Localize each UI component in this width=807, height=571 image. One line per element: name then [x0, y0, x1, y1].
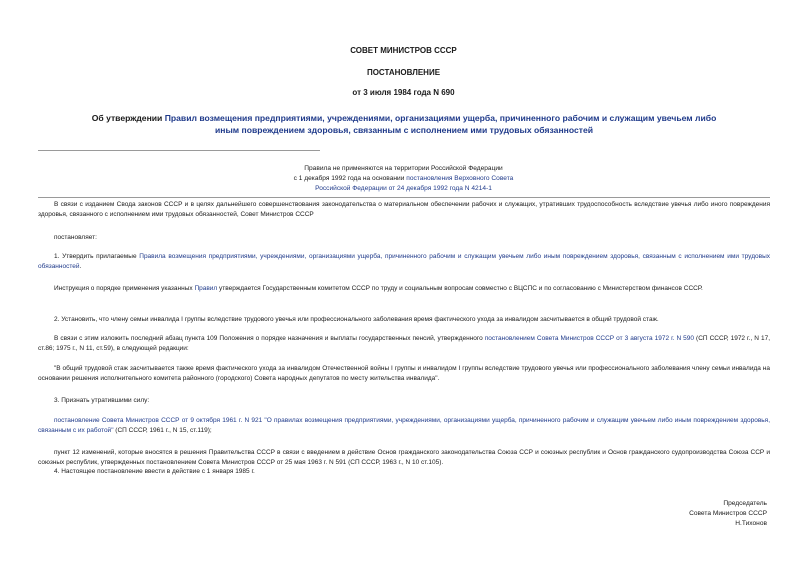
- note-line-1: Правила не применяются на территории Российской Федерации: [304, 165, 503, 172]
- document-title: [90, 112, 718, 136]
- paragraph-preamble: В связи с изданием Свода законов СССР и в целях дальнейшего совершенствования законодательства о материальном обеспечении рабочих и служащих, утративших трудоспособность вследствие увечья либо иного повреждения здоровья, связанного с исполнением ими трудовых обязанностей, Совет Министров СССР: [38, 201, 770, 218]
- paragraph-item-2: 2. Установить, что члену семьи инвалида I группы вследствие трудового увечья или профессионального заболевания время фактического ухода за инвалидом засчитывается в общий трудовой стаж.: [54, 316, 659, 323]
- title-prefix: Об утверждении: [91, 113, 165, 123]
- signature-block: [689, 499, 767, 529]
- resolution-921-link[interactable]: постановление Совета Министров СССР от 9 октября 1961 г. N 921 "О правилах возмещения предприятиями, учреждениями, организациями ущерба, причиненного рабочим и служащим увечьем либо иным повреждением здоровья, связанным с их работой": [38, 417, 770, 434]
- paragraph-item-1: [38, 252, 770, 271]
- paragraph-item-4: 4. Настоящее постановление ввести в действие с 1 января 1985 г.: [54, 468, 255, 475]
- resolution-590-link[interactable]: постановлением Совета Министров СССР от 3 августа 1972 г. N 590: [484, 335, 695, 342]
- rules-link[interactable]: Правила возмещения предприятиями, учреждениями, организациями ущерба, причиненного рабочим и служащим увечьем либо иным повреждением здоровья, связанным с исполнением ими трудовых обязанностей: [38, 253, 770, 270]
- rules-short-link[interactable]: Правил: [194, 285, 218, 292]
- signatory-body: Совета Министров СССР: [689, 510, 767, 517]
- paragraph-quoted-text: "В общий трудовой стаж засчитывается также время фактического ухода за инвалидом Отечественной войны I группы и инвалидом I группы вследствие трудового увечья или профессионального заболевания члену семьи инвалида на основании решения исполнительного комитета районного (городского) Совета народных депутатов по месту жительства инвалида".: [38, 365, 770, 382]
- paragraph-instruction: [38, 284, 770, 294]
- document-date: от 3 июля 1984 года N 690: [352, 88, 455, 97]
- supreme-council-resolution-link[interactable]: постановления Верховного Совета: [406, 175, 514, 182]
- repealed-resolution-suffix: (СП СССР, 1961 г., N 15, ст.119);: [113, 426, 212, 434]
- title-rules-link[interactable]: Правил возмещения предприятиями, учреждениями, организациями ущерба, причиненного рабочим и служащим увечьем либо иным повреждением здоровья, связанным с исполнением ими трудовых обязанностей: [164, 113, 717, 135]
- note-line-2-prefix: с 1 декабря 1992 года на основании: [293, 175, 407, 182]
- issuing-organization: СОВЕТ МИНИСТРОВ СССР: [350, 46, 457, 55]
- document-type: ПОСТАНОВЛЕНИЕ: [366, 68, 441, 77]
- signatory-title: Председатель: [723, 500, 767, 507]
- paragraph-item-3: 3. Признать утратившими силу:: [54, 397, 150, 404]
- item-1-suffix: .: [79, 262, 82, 270]
- supreme-council-resolution-link-cont[interactable]: Российской Федерации от 24 декабря 1992 года N 4214-1: [315, 185, 492, 192]
- signatory-name: Н.Тихонов: [735, 520, 767, 527]
- item-1-prefix: 1. Утвердить прилагаемые: [54, 253, 140, 260]
- amendment-suffix: (СП СССР, 1972 г., N 17, ст.86; 1975 г., N 11, ст.59), в следующей редакции:: [38, 335, 770, 352]
- instruction-suffix: утверждается Государственным комитетом СССР по труду и социальным вопросам совместно с ВЦСПС и по согласованию с Министерством финансов СССР.: [217, 285, 703, 292]
- paragraph-amendment: [38, 334, 770, 353]
- paragraph-repealed-resolution: [38, 416, 770, 435]
- paragraph-decrees: постановляет:: [54, 234, 97, 241]
- applicability-note: [230, 164, 577, 194]
- instruction-prefix: Инструкция о порядке применения указанных: [54, 285, 195, 292]
- note-divider: [38, 197, 770, 198]
- amendment-prefix: В связи с этим изложить последний абзац пункта 109 Положения о порядке назначения и выплаты государственных пенсий, утвержденного: [54, 335, 485, 342]
- header-divider: [38, 150, 320, 151]
- note-line-2: [230, 174, 577, 184]
- paragraph-repealed-item-12: пункт 12 изменений, которые вносятся в решения Правительства СССР в связи с введением в действие Основ гражданского законодательства Союза ССР и союзных республик и Основ гражданского судопроизводства Союза ССР и союзных республик, утвержденных постановлением Совета Министров СССР от 25 мая 1963 г. N 591 (СП СССР, 1963 г., N 10 ст.105).: [38, 449, 770, 466]
